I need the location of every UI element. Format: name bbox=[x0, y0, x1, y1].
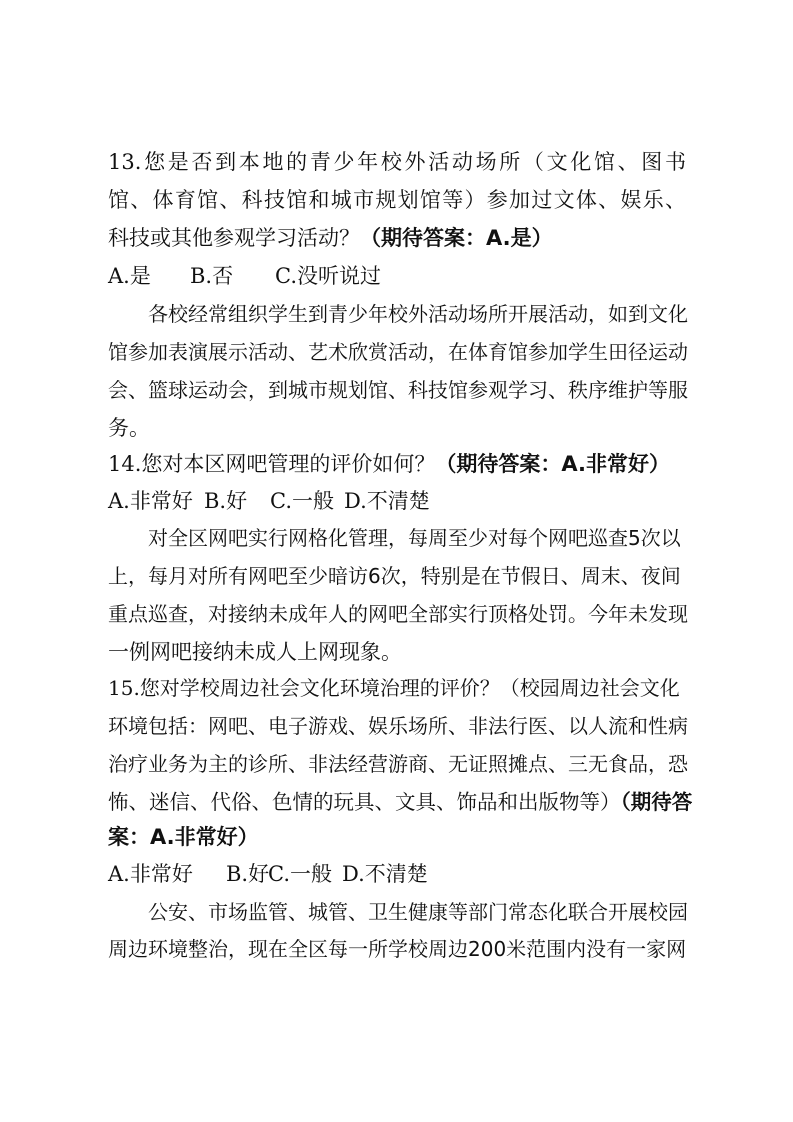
q14-question-text: 14.您对本区网吧管理的评价如何？ bbox=[108, 452, 436, 476]
q15-answer-line-2: 周边环境整治，现在全区每一所学校周边200米范围内没有一家网 bbox=[108, 937, 687, 961]
q15-option-b: B.好 bbox=[226, 862, 270, 886]
q13-options bbox=[108, 259, 381, 293]
q13-expected-answer: （期待答案：A.是） bbox=[360, 226, 553, 250]
q15-option-d: D.不清楚 bbox=[342, 862, 428, 886]
q15-option-a: A.非常好 bbox=[108, 862, 193, 886]
q15-line-3: 治疗业务为主的诊所、非法经营游商、无证照摊点、三无食品，恐 bbox=[108, 752, 688, 776]
q13-answer-line-2: 馆参加表演展示活动、艺术欣赏活动，在体育馆参加学生田径运动 bbox=[108, 340, 688, 364]
q15-line-1: 15.您对学校周边社会文化环境治理的评价？（校园周边社会文化 bbox=[108, 676, 680, 700]
q14-answer-line-1: 对全区网吧实行网格化管理，每周至少对每个网吧巡查5次以 bbox=[148, 526, 681, 550]
q15-question-tail: 怖、迷信、代俗、色情的玩具、文具、饰品和出版物等） bbox=[108, 790, 621, 814]
q14-line-1 bbox=[108, 447, 670, 481]
q14-option-d: D.不清楚 bbox=[344, 489, 430, 513]
q13-option-b: B.否 bbox=[190, 264, 234, 288]
q13-option-c: C.没听说过 bbox=[275, 264, 381, 288]
q14-options bbox=[108, 484, 430, 518]
q14-option-a: A.非常好 bbox=[108, 489, 193, 513]
q15-option-c: C.一般 bbox=[268, 862, 332, 886]
q15-line-4 bbox=[108, 785, 692, 819]
q14-answer-line-3: 重点巡查，对接纳未成年人的网吧全部实行顶格处罚。今年未发现 bbox=[108, 602, 688, 626]
q15-expected-answer-end: 案：A.非常好） bbox=[108, 825, 259, 849]
q14-answer-line-4: 一例网吧接纳未成人上网现象。 bbox=[108, 640, 402, 664]
q15-expected-answer-start: （期待答 bbox=[620, 790, 693, 814]
q15-options bbox=[108, 857, 428, 891]
q13-answer-line-4: 务。 bbox=[108, 416, 150, 440]
q15-answer-line-1: 公安、市场监管、城管、卫生健康等部门常态化联合开展校园 bbox=[148, 900, 688, 924]
q13-line-2: 馆、体育馆、科技馆和城市规划馆等）参加过文体、娱乐、 bbox=[108, 188, 686, 212]
q14-option-b: B.好 bbox=[204, 489, 248, 513]
q14-option-c: C.一般 bbox=[270, 489, 334, 513]
q13-answer-line-1: 各校经常组织学生到青少年校外活动场所开展活动，如到文化 bbox=[148, 302, 688, 326]
q13-option-a: A.是 bbox=[108, 264, 151, 288]
q15-line-2: 环境包括：网吧、电子游戏、娱乐场所、非法行医、以人流和性病 bbox=[108, 714, 688, 738]
q15-line-5 bbox=[108, 820, 259, 854]
q13-question-tail: 科技或其他参观学习活动？ bbox=[108, 226, 360, 250]
q13-line-3 bbox=[108, 221, 553, 255]
q13-answer-line-3: 会、篮球运动会，到城市规划馆、科技馆参观学习、秩序维护等服 bbox=[108, 378, 688, 402]
q14-answer-line-2: 上，每月对所有网吧至少暗访6次，特别是在节假日、周末、夜间 bbox=[108, 564, 681, 588]
q13-line-1: 13.您是否到本地的青少年校外活动场所（文化馆、图书 bbox=[108, 150, 686, 174]
q14-expected-answer: （期待答案：A.非常好） bbox=[435, 452, 671, 476]
